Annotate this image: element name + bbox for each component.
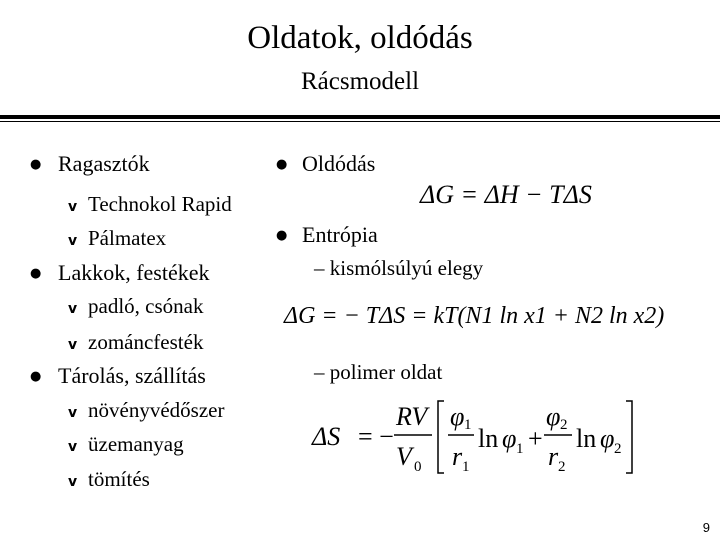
sub-item-uzemanyag xyxy=(68,432,184,457)
check-bullet-icon: v xyxy=(68,301,78,317)
list-item-label: Lakkok, festékek xyxy=(58,260,210,285)
check-bullet-icon: v xyxy=(68,233,78,249)
check-bullet-icon: v xyxy=(68,474,78,490)
list-item-tarolas xyxy=(30,363,206,389)
sub-item-tomites xyxy=(68,467,150,492)
list-item-oldodas xyxy=(276,151,375,177)
svg-text:2: 2 xyxy=(560,417,568,433)
svg-text:ΔS: ΔS xyxy=(312,422,341,451)
svg-text:= −: = − xyxy=(358,422,394,451)
sub-item-novenyvedoszer xyxy=(68,398,224,423)
sub-item-label: zománcfesték xyxy=(88,330,204,354)
page-number: 9 xyxy=(702,520,710,535)
list-item-entropia xyxy=(276,222,378,248)
list-item-label: Ragasztók xyxy=(58,151,150,176)
bullet-icon: ● xyxy=(276,157,288,172)
svg-text:ln: ln xyxy=(576,424,597,453)
check-bullet-icon: v xyxy=(68,337,78,353)
svg-text:1: 1 xyxy=(464,417,472,433)
bullet-icon: ● xyxy=(276,228,288,243)
sub-item-label: padló, csónak xyxy=(88,294,204,318)
list-item-lakkok xyxy=(30,260,210,286)
svg-text:1: 1 xyxy=(462,459,470,475)
sub-item-zomancfestek xyxy=(68,330,203,355)
equation-polymer-entropy xyxy=(310,395,640,480)
svg-text:ln: ln xyxy=(478,424,499,453)
bullet-icon: ● xyxy=(30,369,42,384)
sub-item-label: üzemanyag xyxy=(88,432,184,456)
sub-item-label: növényvédőszer xyxy=(88,398,225,422)
svg-text:0: 0 xyxy=(414,459,422,475)
sub-item-label: Technokol Rapid xyxy=(88,192,232,216)
title-divider-thin xyxy=(0,121,720,122)
bullet-icon: ● xyxy=(30,157,42,172)
list-item-ragasztok xyxy=(30,151,150,177)
list-item-label: Tárolás, szállítás xyxy=(58,363,206,388)
svg-text:r: r xyxy=(452,442,463,471)
sub-item-padlo xyxy=(68,294,203,319)
sub-item-palmatex xyxy=(68,226,166,251)
equation-gibbs: ΔG = ΔH − TΔS xyxy=(420,180,592,209)
svg-text:φ: φ xyxy=(600,424,615,453)
title-divider-thick xyxy=(0,115,720,119)
check-bullet-icon: v xyxy=(68,439,78,455)
sub-item-label: tömítés xyxy=(88,467,150,491)
svg-text:r: r xyxy=(548,442,559,471)
slide-subtitle: Rácsmodell xyxy=(300,68,420,95)
svg-text:+: + xyxy=(528,424,543,453)
sub-item-technokol xyxy=(68,192,232,217)
svg-text:φ: φ xyxy=(546,402,561,431)
svg-text:φ: φ xyxy=(450,402,465,431)
svg-text:V: V xyxy=(396,442,412,471)
svg-text:1: 1 xyxy=(516,441,524,457)
slide-title: Oldatok, oldódás xyxy=(247,20,473,56)
svg-text:RV: RV xyxy=(396,402,428,431)
sub-text-polimer: – polimer oldat xyxy=(314,360,443,384)
svg-text:2: 2 xyxy=(614,441,622,457)
list-item-label: Oldódás xyxy=(302,151,376,176)
sub-text-kismolsulyu: – kismólsúlyú elegy xyxy=(314,256,484,280)
list-item-label: Entrópia xyxy=(302,222,378,247)
svg-text:φ: φ xyxy=(502,424,517,453)
check-bullet-icon: v xyxy=(68,199,78,215)
equation-mixing-small: ΔG = − TΔS = kT(N1 ln x1 + N2 ln x2) xyxy=(284,303,665,329)
check-bullet-icon: v xyxy=(68,405,78,421)
svg-text:2: 2 xyxy=(558,459,566,475)
sub-item-label: Pálmatex xyxy=(88,226,167,250)
bullet-icon: ● xyxy=(30,266,42,281)
